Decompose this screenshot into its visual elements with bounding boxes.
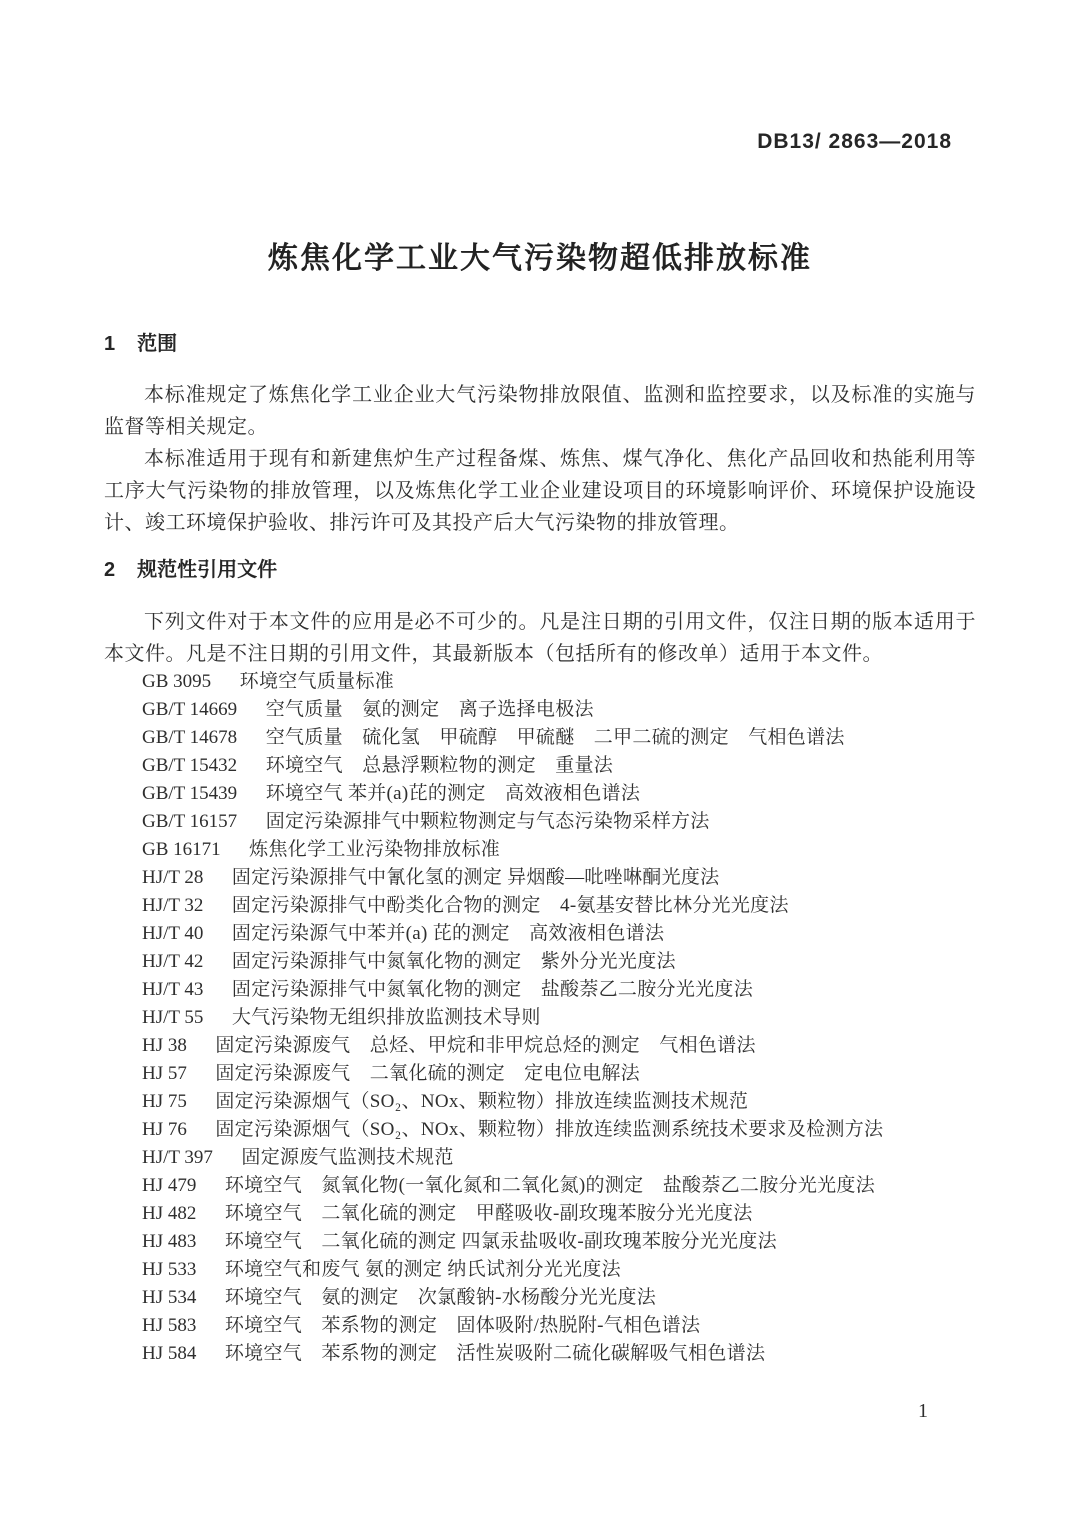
- reference-code: HJ/T 42: [142, 951, 204, 972]
- reference-title: 固定污染源烟气（SO₂、NOx、颗粒物）排放连续监测技术规范: [215, 1091, 749, 1112]
- reference-code: HJ/T 40: [142, 923, 204, 944]
- reference-code: HJ/T 32: [142, 895, 204, 916]
- reference-code: HJ/T 397: [142, 1147, 213, 1168]
- references-intro-paragraph: 下列文件对于本文件的应用是必不可少的。凡是注日期的引用文件，仅注日期的版本适用于本文件。凡是不注日期的引用文件，其最新版本（包括所有的修改单）适用于本文件。: [104, 611, 976, 665]
- reference-item: [142, 696, 976, 724]
- reference-title: 空气质量 氨的测定 离子选择电极法: [265, 699, 594, 720]
- reference-item: [142, 976, 976, 1004]
- reference-item: [142, 864, 976, 892]
- section-1-number: 1: [104, 333, 116, 355]
- reference-title: 空气质量 硫化氢 甲硫醇 甲硫醚 二甲二硫的测定 气相色谱法: [265, 727, 845, 748]
- reference-code: GB 16171: [142, 839, 221, 860]
- reference-item: [142, 1200, 976, 1228]
- reference-code: GB/T 15439: [142, 783, 238, 804]
- reference-code: HJ 75: [142, 1091, 187, 1112]
- reference-title: 固定源废气监测技术规范: [241, 1147, 454, 1168]
- reference-title: 固定污染源排气中氰化氢的测定 异烟酸—吡唑啉酮光度法: [231, 867, 720, 888]
- reference-title: 环境空气 氮氧化物(一氧化氮和二氧化氮)的测定 盐酸萘乙二胺分光光度法: [224, 1175, 876, 1196]
- reference-item: [142, 1172, 976, 1200]
- reference-code: HJ 479: [142, 1175, 197, 1196]
- reference-item: [142, 1144, 976, 1172]
- reference-item: [142, 780, 976, 808]
- document-title: 炼焦化学工业大气污染物超低排放标准: [268, 242, 812, 275]
- reference-code: HJ 482: [142, 1203, 197, 1224]
- reference-code: HJ 583: [142, 1315, 197, 1336]
- reference-title: 环境空气 苯系物的测定 固体吸附/热脱附-气相色谱法: [224, 1315, 701, 1336]
- section-2-number: 2: [104, 559, 116, 581]
- reference-item: [142, 1004, 976, 1032]
- section-1-heading: [104, 327, 177, 356]
- scope-paragraph-1: 本标准规定了炼焦化学工业企业大气污染物排放限值、监测和监控要求，以及标准的实施与监督等相关规定。: [104, 384, 976, 438]
- reference-item: [142, 1284, 976, 1312]
- reference-title: 固定污染源排气中氮氧化物的测定 盐酸萘乙二胺分光光度法: [231, 979, 754, 1000]
- reference-title: 固定污染源排气中酚类化合物的测定 4-氨基安替比林分光光度法: [231, 895, 789, 916]
- reference-title: 环境空气 氨的测定 次氯酸钠-水杨酸分光光度法: [224, 1287, 657, 1308]
- reference-code: HJ 38: [142, 1035, 187, 1056]
- reference-item: [142, 724, 976, 752]
- section-2-title: 规范性引用文件: [137, 559, 278, 581]
- reference-code: GB 3095: [142, 671, 212, 692]
- reference-item: [142, 1060, 976, 1088]
- reference-title: 环境空气 苯系物的测定 活性炭吸附二硫化碳解吸气相色谱法: [224, 1343, 766, 1364]
- reference-title: 固定污染源废气 总烃、甲烷和非甲烷总烃的测定 气相色谱法: [215, 1035, 756, 1056]
- reference-code: HJ/T 28: [142, 867, 204, 888]
- reference-code: HJ 483: [142, 1231, 197, 1252]
- reference-title: 固定污染源废气 二氧化硫的测定 定电位电解法: [215, 1063, 640, 1084]
- reference-code: HJ/T 55: [142, 1007, 204, 1028]
- reference-title: 固定污染源烟气（SO₂、NOx、颗粒物）排放连续监测系统技术要求及检测方法: [215, 1119, 884, 1140]
- reference-title: 环境空气 苯并(a)芘的测定 高效液相色谱法: [265, 783, 641, 804]
- reference-title: 环境空气 二氧化硫的测定 四氯汞盐吸收-副玫瑰苯胺分光光度法: [224, 1231, 777, 1252]
- scope-paragraph-2: 本标准适用于现有和新建焦炉生产过程备煤、炼焦、煤气净化、焦化产品回收和热能利用等工序大气污染物的排放管理，以及炼焦化学工业企业建设项目的环境影响评价、环境保护设施设计、竣工环境保护验收、排污许可及其投产后大气污染物的排放管理。: [104, 448, 976, 534]
- reference-title: 环境空气 二氧化硫的测定 甲醛吸收-副玫瑰苯胺分光光度法: [224, 1203, 753, 1224]
- reference-title: 炼焦化学工业污染物排放标准: [249, 839, 501, 860]
- section-1-title: 范围: [137, 333, 178, 355]
- reference-code: GB/T 15432: [142, 755, 238, 776]
- reference-code: HJ 57: [142, 1063, 187, 1084]
- reference-code: HJ 534: [142, 1287, 197, 1308]
- reference-item: [142, 668, 976, 696]
- reference-item: [142, 1340, 976, 1368]
- reference-item: [142, 1088, 976, 1116]
- reference-item: [142, 836, 976, 864]
- reference-title: 大气污染物无组织排放监测技术导则: [231, 1007, 541, 1028]
- reference-code: HJ/T 43: [142, 979, 204, 1000]
- reference-title: 固定污染源气中苯并(a) 芘的测定 高效液相色谱法: [231, 923, 665, 944]
- reference-item: [142, 1116, 976, 1144]
- reference-item: [142, 948, 976, 976]
- reference-code: HJ 584: [142, 1343, 197, 1364]
- reference-code: GB/T 14678: [142, 727, 238, 748]
- reference-code: GB/T 16157: [142, 811, 238, 832]
- reference-item: [142, 920, 976, 948]
- reference-item: [142, 808, 976, 836]
- reference-item: [142, 1032, 976, 1060]
- page-number: 1: [918, 1400, 928, 1422]
- reference-title: 环境空气质量标准: [239, 671, 395, 692]
- reference-code: HJ 76: [142, 1119, 187, 1140]
- reference-item: [142, 892, 976, 920]
- reference-title: 环境空气和废气 氨的测定 纳氏试剂分光光度法: [224, 1259, 621, 1280]
- reference-item: [142, 752, 976, 780]
- reference-title: 固定污染源排气中颗粒物测定与气态污染物采样方法: [265, 811, 710, 832]
- reference-item: [142, 1256, 976, 1284]
- reference-code: HJ 533: [142, 1259, 197, 1280]
- reference-code: GB/T 14669: [142, 699, 238, 720]
- reference-item: [142, 1228, 976, 1256]
- standard-code: DB13/ 2863—2018: [757, 130, 952, 153]
- reference-title: 环境空气 总悬浮颗粒物的测定 重量法: [265, 755, 614, 776]
- reference-title: 固定污染源排气中氮氧化物的测定 紫外分光光度法: [231, 951, 676, 972]
- references-list: [142, 668, 976, 1368]
- section-2-heading: [104, 553, 277, 582]
- reference-item: [142, 1312, 976, 1340]
